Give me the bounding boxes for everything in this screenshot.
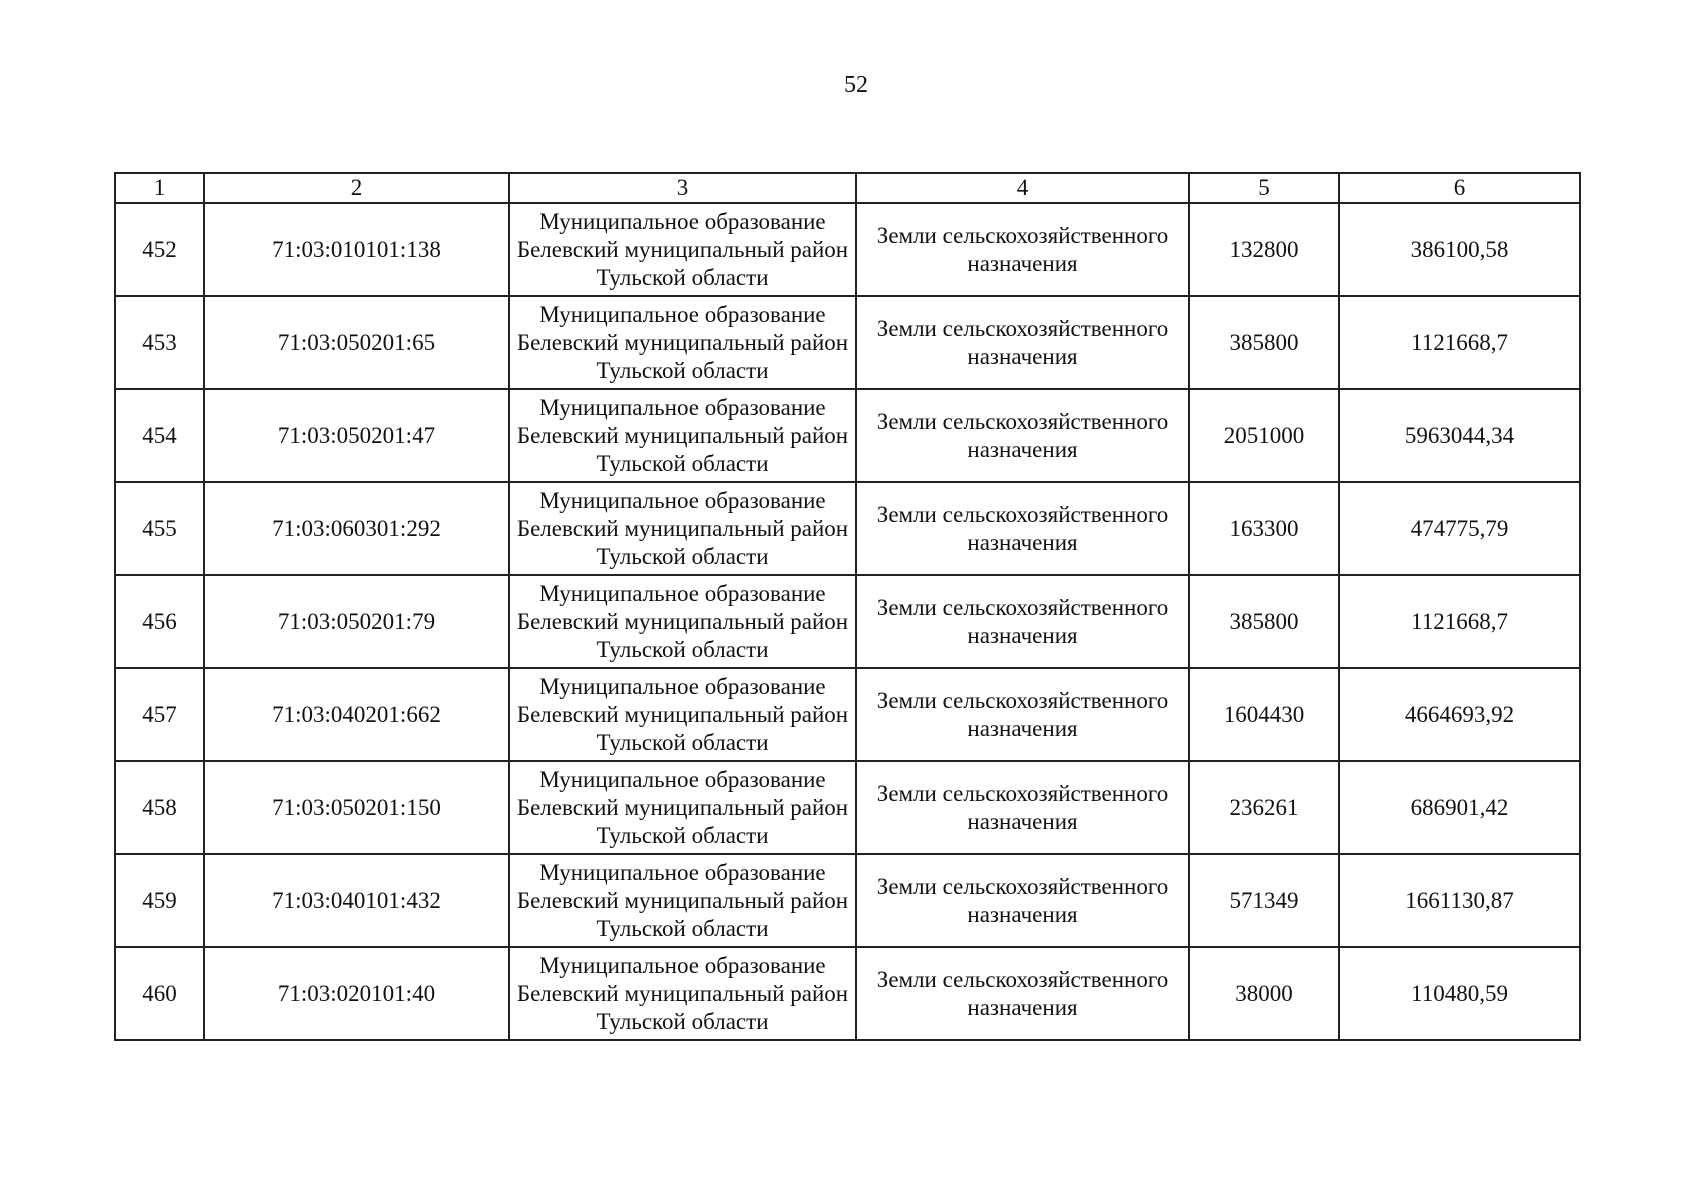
cadastral-number-cell: 71:03:050201:65 (204, 296, 509, 389)
row-number-cell: 458 (115, 761, 204, 854)
cadastral-number-cell: 71:03:060301:292 (204, 482, 509, 575)
owner-cell: Муниципальное образование Белевский муниципальный район Тульской области (509, 761, 856, 854)
table-body (115, 173, 1580, 1040)
table-row (115, 203, 1580, 296)
land-category-cell: Земли сельскохозяйственного назначения (856, 203, 1189, 296)
owner-cell: Муниципальное образование Белевский муниципальный район Тульской области (509, 203, 856, 296)
column-header: 4 (856, 173, 1189, 203)
row-number-cell: 460 (115, 947, 204, 1040)
column-header: 5 (1189, 173, 1339, 203)
column-header: 2 (204, 173, 509, 203)
land-category-cell: Земли сельскохозяйственного назначения (856, 575, 1189, 668)
table-header-row (115, 173, 1580, 203)
land-category-cell: Земли сельскохозяйственного назначения (856, 761, 1189, 854)
row-number-cell: 455 (115, 482, 204, 575)
land-category-cell: Земли сельскохозяйственного назначения (856, 668, 1189, 761)
area-cell: 38000 (1189, 947, 1339, 1040)
owner-cell: Муниципальное образование Белевский муниципальный район Тульской области (509, 389, 856, 482)
row-number-cell: 459 (115, 854, 204, 947)
land-category-cell: Земли сельскохозяйственного назначения (856, 854, 1189, 947)
cadastral-number-cell: 71:03:020101:40 (204, 947, 509, 1040)
table-row (115, 482, 1580, 575)
row-number-cell: 454 (115, 389, 204, 482)
cadastral-value-cell: 1121668,7 (1339, 296, 1580, 389)
column-header: 6 (1339, 173, 1580, 203)
cadastral-value-cell: 1661130,87 (1339, 854, 1580, 947)
owner-cell: Муниципальное образование Белевский муниципальный район Тульской области (509, 854, 856, 947)
land-category-cell: Земли сельскохозяйственного назначения (856, 389, 1189, 482)
land-category-cell: Земли сельскохозяйственного назначения (856, 482, 1189, 575)
cadastral-value-cell: 474775,79 (1339, 482, 1580, 575)
owner-cell: Муниципальное образование Белевский муниципальный район Тульской области (509, 947, 856, 1040)
cadastral-value-cell: 386100,58 (1339, 203, 1580, 296)
owner-cell: Муниципальное образование Белевский муниципальный район Тульской области (509, 575, 856, 668)
cadastral-number-cell: 71:03:050201:47 (204, 389, 509, 482)
land-parcels-table (114, 172, 1581, 1041)
page-number: 52 (844, 72, 868, 98)
land-category-cell: Земли сельскохозяйственного назначения (856, 947, 1189, 1040)
table-row (115, 947, 1580, 1040)
area-cell: 163300 (1189, 482, 1339, 575)
table-row (115, 668, 1580, 761)
cadastral-value-cell: 110480,59 (1339, 947, 1580, 1040)
area-cell: 1604430 (1189, 668, 1339, 761)
row-number-cell: 453 (115, 296, 204, 389)
area-cell: 2051000 (1189, 389, 1339, 482)
owner-cell: Муниципальное образование Белевский муниципальный район Тульской области (509, 296, 856, 389)
row-number-cell: 456 (115, 575, 204, 668)
table-row (115, 296, 1580, 389)
area-cell: 571349 (1189, 854, 1339, 947)
cadastral-value-cell: 1121668,7 (1339, 575, 1580, 668)
cadastral-number-cell: 71:03:050201:79 (204, 575, 509, 668)
cadastral-value-cell: 5963044,34 (1339, 389, 1580, 482)
table-row (115, 761, 1580, 854)
column-header: 3 (509, 173, 856, 203)
cadastral-number-cell: 71:03:040201:662 (204, 668, 509, 761)
cadastral-number-cell: 71:03:050201:150 (204, 761, 509, 854)
cadastral-value-cell: 686901,42 (1339, 761, 1580, 854)
cadastral-number-cell: 71:03:010101:138 (204, 203, 509, 296)
row-number-cell: 452 (115, 203, 204, 296)
area-cell: 132800 (1189, 203, 1339, 296)
owner-cell: Муниципальное образование Белевский муниципальный район Тульской области (509, 482, 856, 575)
table-row (115, 389, 1580, 482)
cadastral-number-cell: 71:03:040101:432 (204, 854, 509, 947)
row-number-cell: 457 (115, 668, 204, 761)
column-header: 1 (115, 173, 204, 203)
area-cell: 236261 (1189, 761, 1339, 854)
cadastral-value-cell: 4664693,92 (1339, 668, 1580, 761)
owner-cell: Муниципальное образование Белевский муниципальный район Тульской области (509, 668, 856, 761)
table-row (115, 854, 1580, 947)
table-row (115, 575, 1580, 668)
area-cell: 385800 (1189, 575, 1339, 668)
area-cell: 385800 (1189, 296, 1339, 389)
land-category-cell: Земли сельскохозяйственного назначения (856, 296, 1189, 389)
